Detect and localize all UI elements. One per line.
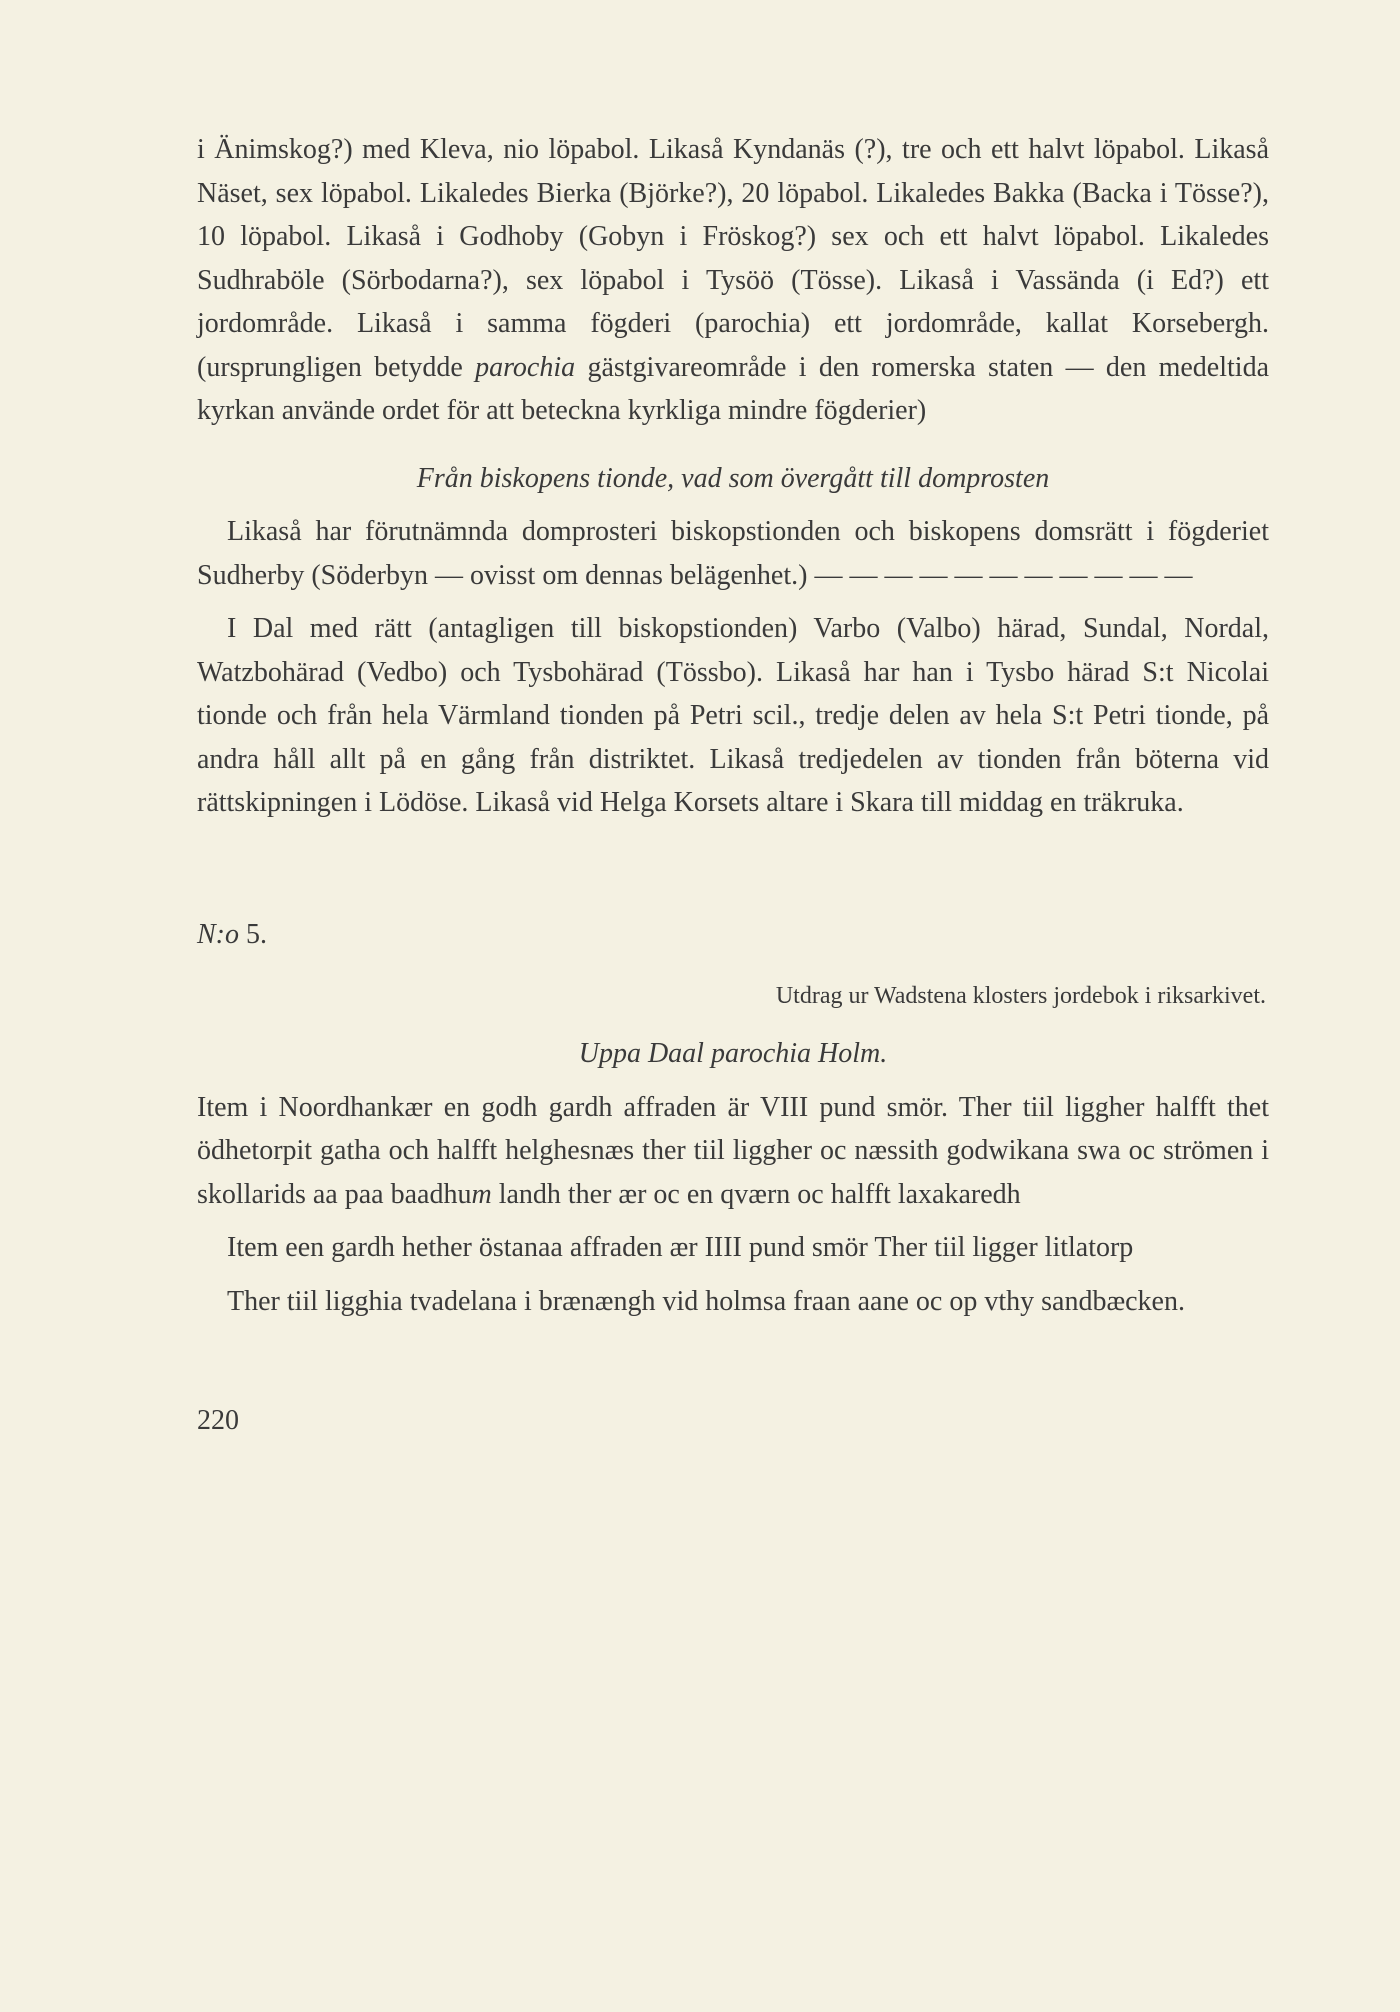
number-prefix: N:o [197, 918, 239, 950]
paragraph-biskopstionden: Likaså har förutnämnda domprosteri biskopstionden och biskopens domsrätt i fögderiet Sudherby (Söderbyn — ovisst om dennas belägenhet.) — — — — — — — — — — — [197, 516, 1269, 591]
item-noordhankaer [197, 1086, 1269, 1217]
source-line: Utdrag ur Wadstena klosters jordebok i riksarkivet. [775, 983, 1266, 1009]
item-1-text: Item i Noordhankær en godh gardh affraden är VIII pund smör. Ther tiil liggher halfft thet ödhetorpit gatha och halfft helghesnæs ther tiil liggher oc næssith godwikana swa oc strömen i skollarids aa paa baadhu [197, 1091, 1269, 1210]
document-page [197, 128, 1269, 1441]
item-1-text-continued: landh ther ær oc en qværn oc halfft laxakaredh [491, 1178, 1021, 1210]
number-value: 5. [246, 918, 267, 950]
opening-text: i Änimskog?) med Kleva, nio löpabol. Likaså Kyndanäs (?), tre och ett halvt löpabol. Likaså Näset, sex löpabol. Likaledes Bierka (Björke?), 20 löpabol. Likaledes Bakka (Backa i Tösse?), 10 löpabol. Likaså i Godhoby (Gobyn i Fröskog?) sex och ett halvt löpabol. Likaledes Sudhraböle (Sörbodarna?), sex löpabol i Tysöö (Tösse). Likaså i Vassända (i Ed?) ett jordområde. Likaså i samma fögderi (parochia) ett jordområde, kallat Korsebergh. (ursprungligen betydde [197, 134, 1269, 383]
document-number [197, 913, 1269, 957]
opening-italic-term: parochia [475, 351, 576, 383]
subheading: Uppa Daal parochia Holm. [578, 1038, 888, 1069]
item-ostanaa: Item een gardh hether östanaa affraden ær IIII pund smör Ther tiil ligger litlatorp [227, 1232, 1134, 1263]
section-heading: Från biskopens tionde, vad som övergått till domprosten [416, 462, 1050, 494]
opening-paragraph [197, 128, 1269, 433]
item-tvadelana: Ther tiil ligghia tvadelana i brænængh vid holmsa fraan aane oc op vthy sandbæcken. [227, 1285, 1185, 1317]
page-number: 220 [197, 1405, 239, 1436]
paragraph-dal: I Dal med rätt (antagligen till biskopstionden) Varbo (Valbo) härad, Sundal, Nordal, Watzbohärad (Vedbo) och Tysbohärad (Tössbo). Likaså har han i Tysbo härad S:t Nicolai tionde och från hela Värmland tionden på Petri scil., tredje delen av hela S:t Petri tionde, på andra håll allt på en gång från distriktet. Likaså tredjedelen av tionden från böterna vid rättskipningen i Lödöse. Likaså vid Helga Korsets altare i Skara till middag en träkruka. [197, 613, 1269, 818]
item-1-italic: m [471, 1178, 492, 1210]
opening-text-continued: gästgivareområde i den romerska staten — den medeltida kyrkan använde ordet för att beteckna kyrkliga mindre fögderier) [197, 351, 1270, 426]
